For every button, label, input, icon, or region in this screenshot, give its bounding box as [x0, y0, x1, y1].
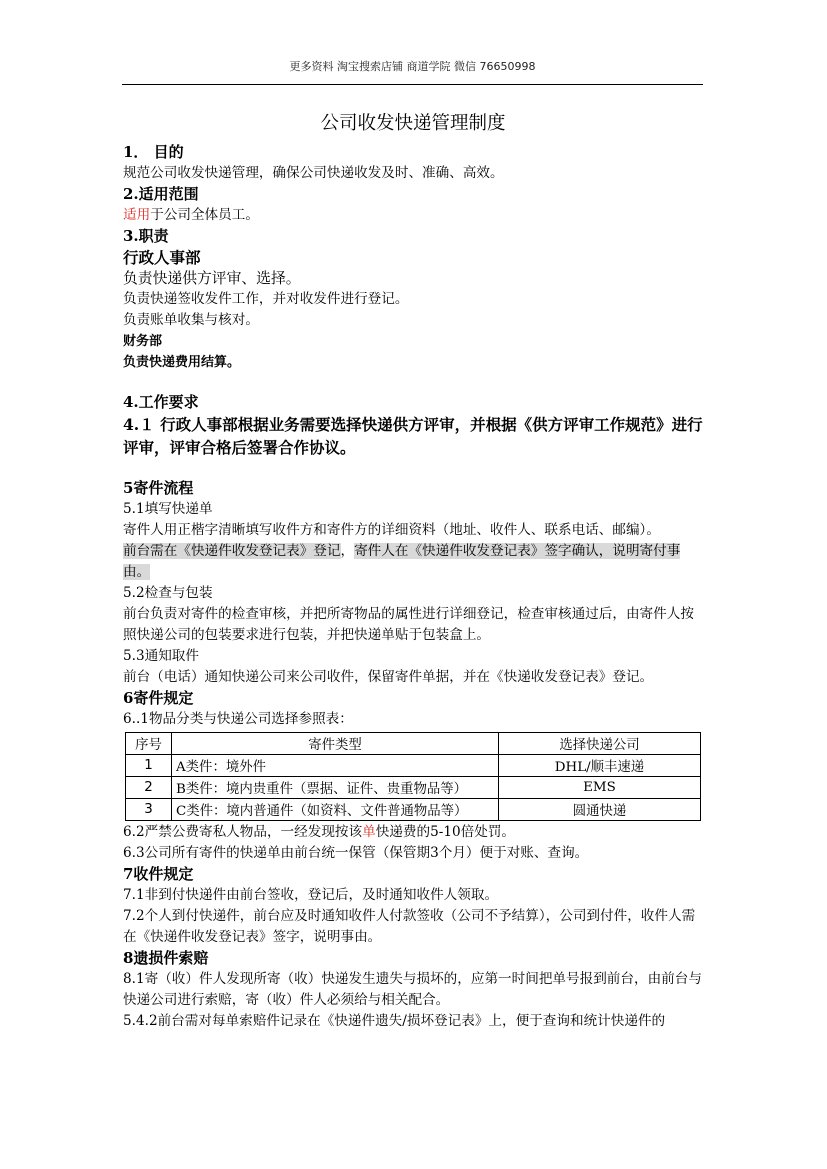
- section-1-heading: 1． 目的: [123, 143, 184, 161]
- table-cell: 1: [126, 755, 172, 777]
- dept-admin-heading: 行政人事部: [123, 248, 201, 267]
- table-cell: A类件：境外件: [172, 755, 499, 777]
- table-cell: B类件：境内贵重件（票据、证件、贵重物品等）: [172, 777, 499, 799]
- subsection-6-2-text: 6.2严禁公费寄私人物品，一经发现按该单快递费的5-10倍处罚。: [123, 824, 516, 840]
- subsection-5-3-heading: 5.3通知取件: [123, 648, 199, 664]
- page-header: 更多资料 淘宝搜索店铺 商道学院 微信 76650998: [122, 58, 703, 85]
- section-3-heading: 3.职责: [123, 227, 169, 245]
- subsection-5-1-text: 寄件人用正楷字清晰填写收件方和寄件方的详细资料（地址、收件人、联系电话、邮编）。: [123, 522, 660, 538]
- subsection-8-1-text: 8.1寄（收）件人发现所寄（收）快递发生遗失与损坏的，应第一时间把单号报到前台，由前台与快递公司进行索赔，寄（收）件人必须给与相关配合。: [123, 971, 702, 1008]
- subsection-7-1-text: 7.1非到付快递件由前台签收，登记后，及时通知收件人领取。: [123, 887, 499, 903]
- table-cell: C类件：境内普通件（如资料、文件普通物品等）: [172, 799, 499, 821]
- document-title: 公司收发快递管理制度: [320, 113, 506, 134]
- courier-selection-table: [125, 732, 701, 821]
- subsection-6-1-heading: 6..1物品分类与快递公司选择参照表：: [123, 711, 353, 727]
- highlighted-paragraph: 前台需在《快递件收发登记表》登记，寄件人在《快递件收发登记表》签字确认，说明寄付事由。: [123, 543, 681, 580]
- section-5-heading: 5寄件流程: [123, 479, 194, 497]
- table-row: [126, 777, 701, 799]
- subsection-5-4-2-text: 5.4.2前台需对每单索赔件记录在《快递件遗失/损坏登记表》上，便于查询和统计快递件的: [123, 1013, 666, 1029]
- table-row: [126, 799, 701, 821]
- section-2-text: 适用于公司全体员工。: [123, 207, 259, 223]
- table-cell: 3: [126, 799, 172, 821]
- subsection-5-2-text: 前台负责对寄件的检查审核，并把所寄物品的属性进行详细登记，检查审核通过后，由寄件人按照快递公司的包装要求进行包装，并把快递单贴于包装盒上。: [123, 606, 694, 643]
- section-6-heading: 6寄件规定: [123, 689, 194, 707]
- section-4-heading: 4.工作要求: [123, 393, 199, 411]
- table-cell: EMS: [499, 777, 701, 799]
- table-header-cell: 选择快递公司: [499, 733, 701, 755]
- section-2-heading: 2.适用范围: [123, 185, 199, 203]
- subsection-6-3-text: 6.3公司所有寄件的快递单由前台统一保管（保管期3个月）便于对账、查询。: [123, 845, 589, 861]
- table-header-cell: 序号: [126, 733, 172, 755]
- dept-finance-heading: 财务部: [123, 334, 163, 349]
- section-7-heading: 7收件规定: [123, 865, 194, 883]
- subsection-5-2-heading: 5.2检查与包装: [123, 585, 213, 601]
- section-1-text: 规范公司收发快递管理，确保公司快递收发及时、准确、高效。: [123, 165, 504, 181]
- finance-duty-line: 负责快递费用结算。: [123, 355, 241, 370]
- subsection-5-1-heading: 5.1填写快递单: [123, 501, 213, 517]
- section-4-text: 4.１ 行政人事部根据业务需要选择快递供方评审，并根据《供方评审工作规范》进行评审，评审合格后签署合作协议。: [123, 415, 703, 457]
- table-cell: 2: [126, 777, 172, 799]
- table-row: [126, 755, 701, 777]
- duty-line: 负责快递供方评审、选择。: [123, 270, 301, 287]
- subsection-5-3-text: 前台（电话）通知快递公司来公司收件，保留寄件单据，并在《快递收发登记表》登记。: [123, 669, 654, 685]
- subsection-7-2-text: 7.2个人到付快递件，前台应及时通知收件人付款签收（公司不予结算），公司到付件，收件人需在《快递件收发登记表》签字，说明事由。: [123, 908, 696, 945]
- duty-line: 负责快递签收发件工作，并对收发件进行登记。: [123, 291, 409, 307]
- duty-line: 负责账单收集与核对。: [123, 312, 259, 328]
- document-body: [123, 108, 703, 1032]
- table-header-cell: 寄件类型: [172, 733, 499, 755]
- table-header-row: [126, 733, 701, 755]
- highlight-red-text: 适用: [123, 207, 151, 223]
- table-cell: DHL/顺丰速递: [499, 755, 701, 777]
- table-cell: 圆通快递: [499, 799, 701, 821]
- section-8-heading: 8遗损件索赔: [123, 949, 209, 967]
